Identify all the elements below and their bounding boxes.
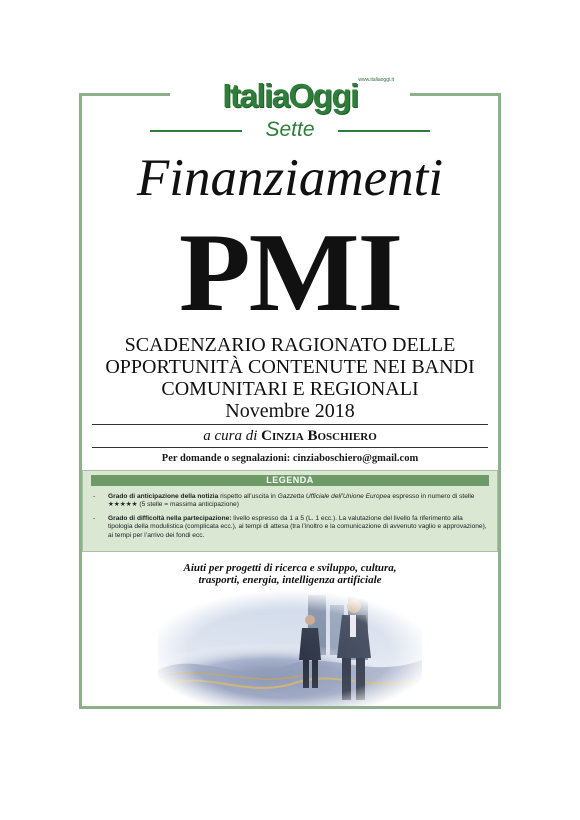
topics-caption (92, 563, 488, 586)
legend-emphasis: Gazzetta Ufficiale dell’Unione Europea (277, 493, 391, 500)
legend-heading: LEGENDA (91, 475, 489, 486)
legend-term: Grado di anticipazione della notizia (108, 493, 219, 500)
bullet-dash: - (93, 515, 96, 522)
subtitle-line: COMUNITARI E REGIONALI (161, 378, 419, 400)
subtitle-line: OPPORTUNITÀ CONTENUTE NEI BANDI (105, 356, 475, 378)
supplement-row (150, 118, 430, 142)
divider-right (338, 130, 430, 132)
masthead-url: www.italiaoggi.it (358, 77, 394, 83)
legend-text: livello espresso da 1 a 5 (L. 1 ecc.). La valutazione del livello fa riferimento alla tipologia della modulistica (complicata ecc.), ai tempi di attesa (tra l’inoltro e la comunicazione di avvenuto vaglio e approvazione), ai tempi per l’arrivo dei fondi ecc. (108, 515, 487, 539)
legend-box (82, 470, 498, 552)
legend-item (93, 493, 487, 510)
legend-text: espresso in numero di stelle ★★★★★ (5 stelle = massima anticipazione) (108, 493, 475, 509)
issue-date: Novembre 2018 (225, 400, 355, 422)
topics-line: trasporti, energia, intelligenza artificiale (198, 573, 382, 586)
subtitle (90, 334, 490, 422)
title-pmi: PMI (178, 211, 402, 335)
legend-text: rispetto all’uscita in (218, 493, 278, 500)
supplement-name: Sette (265, 118, 315, 141)
title-finanziamenti: Finanziamenti (136, 149, 444, 207)
curator-prefix: a cura di (203, 428, 258, 444)
masthead (170, 72, 410, 120)
masthead-logo: ItaliaOggi (222, 77, 358, 114)
contact-line: Per domande o segnalazioni: cinziaboschiero@gmail.com (161, 453, 419, 464)
legend-term: Grado di difficoltà nella partecipazione: (108, 515, 232, 522)
curator-name: Cinzia Boschiero (261, 428, 377, 444)
cover-photo (158, 590, 422, 706)
bullet-dash: - (93, 493, 96, 500)
legend-item (93, 515, 487, 540)
curator-line (92, 427, 488, 445)
subtitle-line: SCADENZARIO RAGIONATO DELLE (124, 334, 456, 356)
topics-line: Aiuti per progetti di ricerca e sviluppo, cultura, (183, 562, 397, 574)
rule-bottom (92, 447, 488, 448)
rule-top (92, 424, 488, 425)
